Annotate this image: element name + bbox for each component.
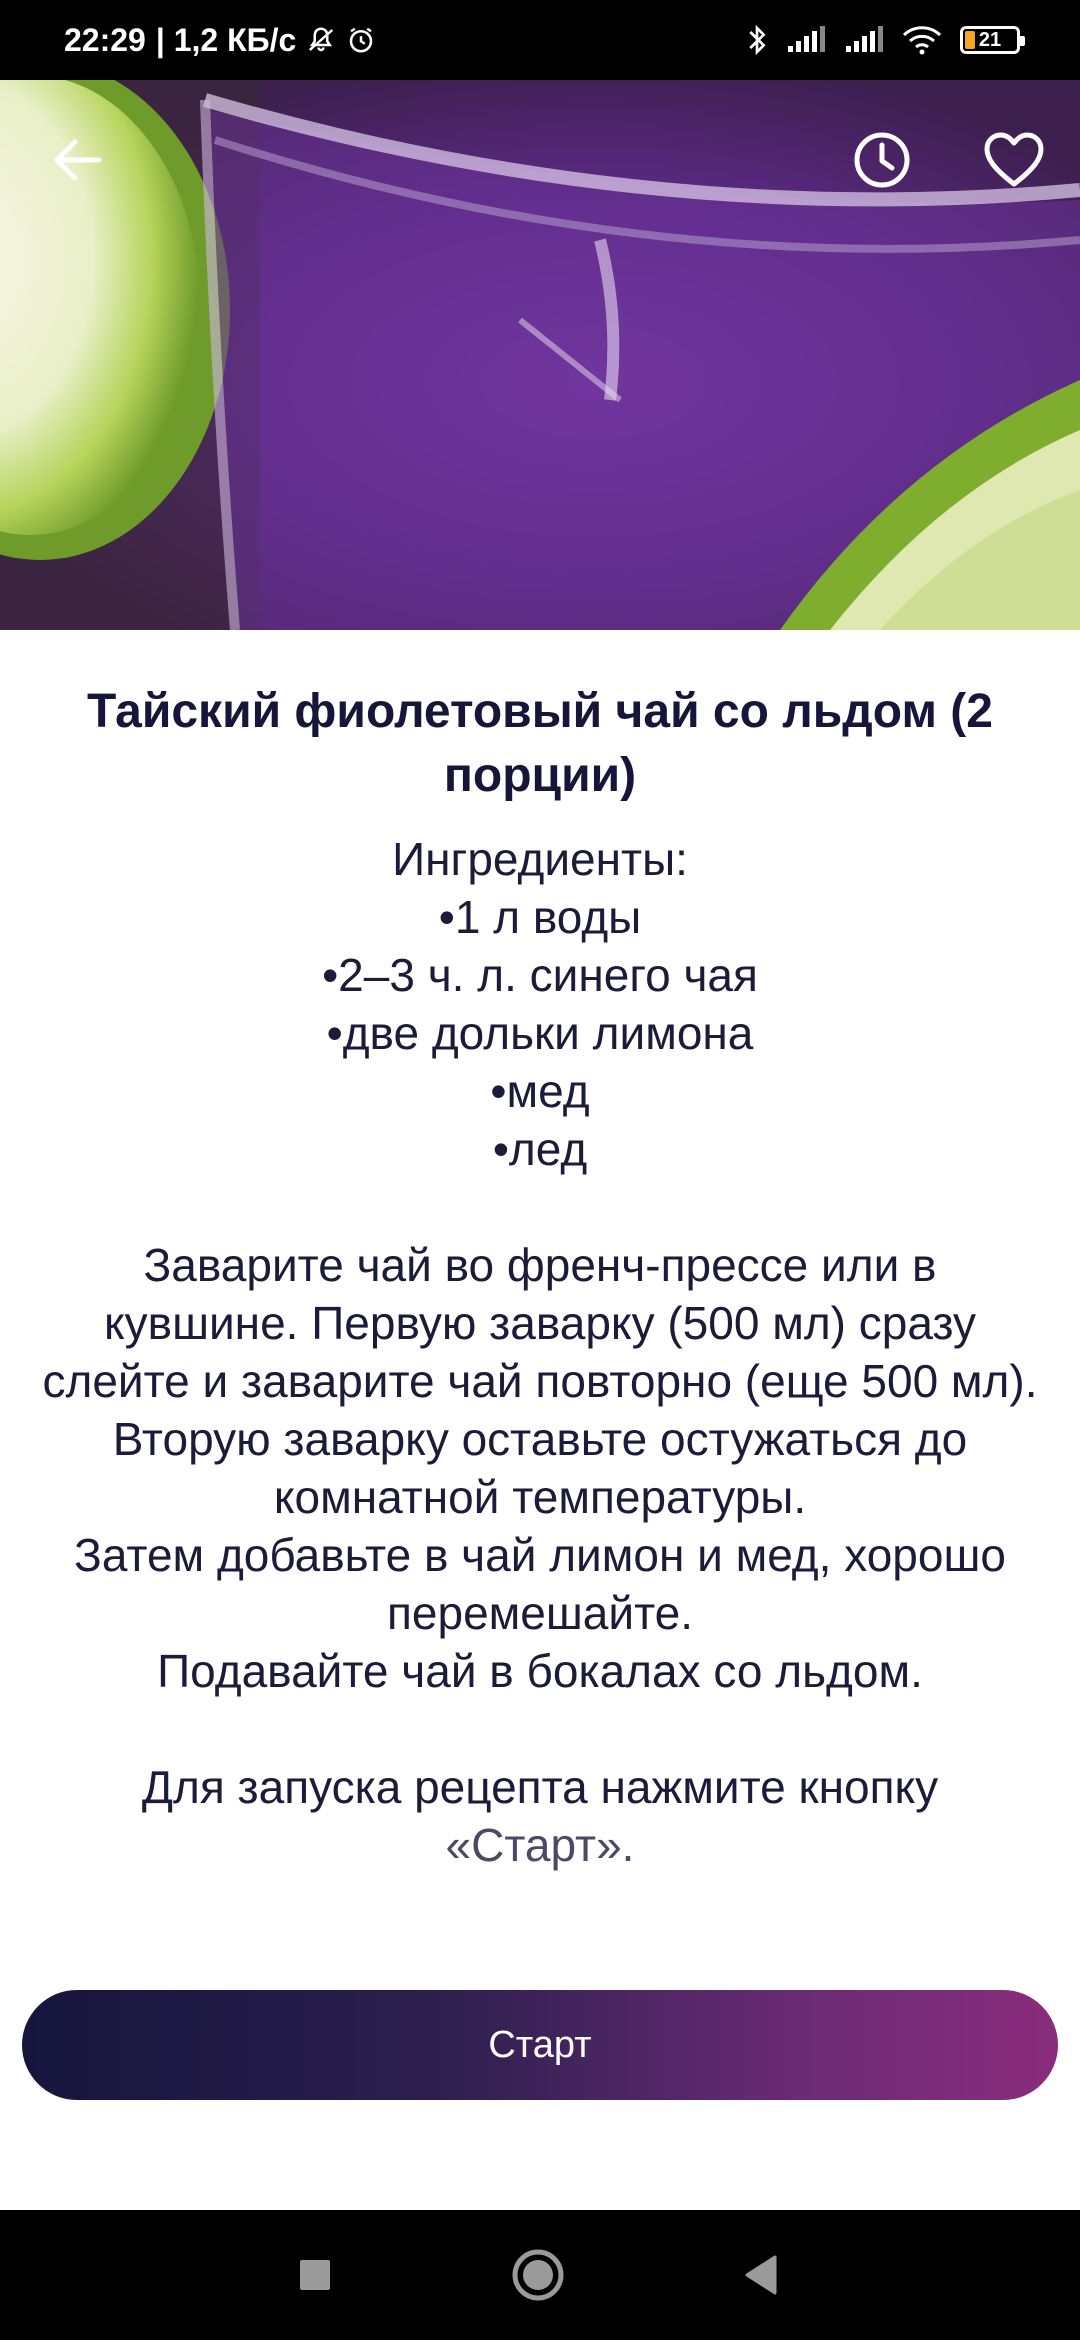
- hint-start-reference: «Старт».: [445, 1819, 635, 1871]
- wifi-icon: [902, 25, 942, 55]
- instructions-section: [40, 1236, 1040, 1700]
- status-left: [64, 22, 376, 59]
- heart-outline-icon: [983, 132, 1045, 188]
- hint-text: Для запуска рецепта нажмите кнопку: [141, 1761, 939, 1813]
- back-button[interactable]: [38, 120, 118, 200]
- ingredient-item: •две дольки лимона: [326, 1007, 754, 1059]
- bluetooth-icon: [746, 24, 768, 56]
- navigation-bar: [0, 2210, 1080, 2340]
- recipe-hero-image: [0, 80, 1080, 630]
- home-button[interactable]: [488, 2210, 588, 2340]
- circle-icon: [511, 2248, 565, 2302]
- arrow-left-icon: [53, 138, 103, 182]
- battery-level: 21: [978, 28, 1002, 51]
- clock-icon: [852, 130, 912, 190]
- signal-icon: [786, 26, 826, 54]
- instruction-paragraph: Заварите чай во френч-прессе или в кувшине. Первую заварку (500 мл) сразу слейте и заварите чай повторно (еще 500 мл). Вторую заварку оставьте остужаться до комнатной температуры.: [42, 1239, 1038, 1523]
- ingredient-item: •2–3 ч. л. синего чая: [322, 949, 758, 1001]
- square-icon: [299, 2259, 331, 2291]
- start-hint: [40, 1758, 1040, 1874]
- signal-icon: [844, 26, 884, 54]
- ingredients-heading: Ингредиенты:: [392, 833, 688, 885]
- recipe-title: Тайский фиолетовый чай со льдом (2 порции): [87, 685, 993, 802]
- bell-off-icon: [306, 25, 336, 55]
- history-button[interactable]: [842, 120, 922, 200]
- recents-button[interactable]: [265, 2210, 365, 2340]
- ingredients-section: [40, 830, 1040, 1178]
- ingredient-item: •лед: [492, 1123, 588, 1175]
- triangle-back-icon: [743, 2255, 777, 2295]
- status-right: [746, 24, 1020, 56]
- ingredient-item: •мед: [490, 1065, 590, 1117]
- favorite-button[interactable]: [974, 120, 1054, 200]
- status-bar: [0, 0, 1080, 80]
- battery-icon: [960, 26, 1020, 54]
- system-back-button[interactable]: [710, 2210, 810, 2340]
- instruction-paragraph: Затем добавьте в чай лимон и мед, хорошо перемешайте.: [74, 1529, 1006, 1639]
- status-time: 22:29: [64, 21, 146, 58]
- recipe-content: [0, 630, 1080, 1874]
- ingredient-item: •1 л воды: [438, 891, 642, 943]
- network-speed: | 1,2 КБ/с: [155, 21, 297, 58]
- alarm-icon: [346, 25, 376, 55]
- instruction-paragraph: Подавайте чай в бокалах со льдом.: [157, 1645, 923, 1697]
- start-button[interactable]: Старт: [22, 1990, 1058, 2100]
